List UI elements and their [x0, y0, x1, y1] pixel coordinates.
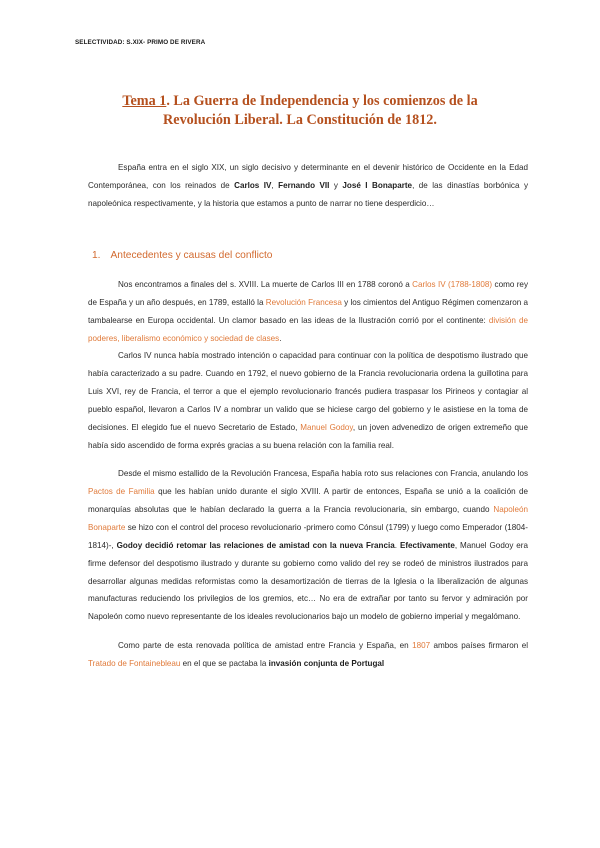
section-heading: [92, 250, 272, 261]
p1-text: .: [279, 333, 282, 343]
p3-text: .: [394, 540, 400, 550]
p2-text: Carlos IV nunca había mostrado intención o capacidad para continuar con la política de despotismo ilustrado que había caracterizado a su padre. Cuando en 1792, el nuevo gobierno de la Francia revolucionaria ordena la guillotina para Luis XVI, rey de Francia, el terror a que el ejemplo revolucionario francés pudiera traspasar los Pirineos y contagiar al pueblo español, llevaron a Carlos IV a nombrar un valido que se hiciese cargo del gobierno y le asistiese en la toma de decisiones. El elegido fue el nuevo Secretario de Estado,: [88, 351, 528, 432]
intro-text: , de las dinastías borbónica y napoleónica respectivamente, y la historia que estamos a punto de narrar no tiene desperdicio…: [88, 180, 529, 208]
p3-highlight-napoleon: Napoleón Bonaparte: [88, 505, 528, 532]
p4-text: Como parte de esta renovada política de amistad entre Francia y España, en: [118, 641, 413, 651]
p1-text: y los cimientos del Antiguo Régimen comenzaron a tambalearse en Europa occidental. Un clamor basado en las ideas de la Ilustración corrió por el continente:: [88, 297, 528, 325]
paragraph-1: [88, 276, 528, 347]
section-title: Antecedentes y causas del conflicto: [110, 250, 273, 261]
intro-paragraph: [88, 159, 528, 213]
p3-text: que les habían unido durante el siglo XVIII. A partir de entonces, España se unió a la coalición de monarquías absolutas que le habían declarado la guerra a la Francia revolucionaria, sin embargo, cuando: [88, 487, 529, 515]
intro-text: España entra en el siglo XIX, un siglo decisivo y determinante en el devenir histórico de Occidente en la Edad Contemporánea, con los reinados de: [88, 163, 528, 190]
p3-text: , Manuel Godoy era firme defensor del despotismo ilustrado y durante su gobierno como valido del rey se rodeó de ministros ilustrados para desarrollar algunas medidas reformistas como la desamortización de tierras de la Iglesia o la liberalización de algunas manufacturas reduciendo los privilegios de los gremios, etc… No era de extrañar por tanto su fervor y admiración por Napoleón como nuevo representante de los ideales revolucionarios bajo un modelo de gobierno imperial y megalómano.: [88, 540, 529, 622]
p1-text: Nos encontramos a finales del s. XVIII. La muerte de Carlos III en 1788 coronó a: [118, 280, 413, 289]
paragraph-4: [88, 637, 528, 673]
title-line-1: . La Guerra de Independencia y los comienzos de la: [166, 93, 478, 109]
paragraph-2: [88, 347, 528, 454]
p4-highlight-tratado: Tratado de Fontainebleau: [88, 658, 181, 668]
p1-highlight-ideas: división de poderes, liberalismo económico y sociedad de clases: [88, 315, 528, 343]
p3-text: se hizo con el control del proceso revolucionario -primero como Cónsul (1799) y luego como Emperador (1804-1814)-,: [88, 522, 528, 550]
title-tema-label: Tema 1: [122, 93, 167, 109]
document-title: [60, 92, 540, 130]
p3-text: Desde el mismo estallido de la Revolución Francesa, España había roto sus relaciones con Francia, anulando los: [118, 469, 528, 479]
p3-highlight-pactos: Pactos de Familia: [88, 487, 155, 497]
intro-bold-carlos: Carlos IV: [234, 180, 272, 190]
p1-highlight-revolucion: Revolución Francesa: [265, 297, 342, 307]
p4-bold-invasion: invasión conjunta de Portugal: [268, 658, 385, 668]
p4-text: en el que se pactaba la: [180, 658, 269, 668]
intro-text: ,: [271, 180, 279, 190]
p1-text: como rey de España y un año después, en 1789, estalló la: [88, 280, 528, 307]
intro-bold-jose: José I Bonaparte: [342, 180, 413, 190]
p3-bold-efectivamente: Efectivamente: [399, 540, 455, 550]
p2-highlight-godoy: Manuel Godoy: [300, 422, 353, 432]
intro-text: y: [329, 180, 343, 190]
p1-highlight-carlos: Carlos IV (1788-1808): [412, 280, 493, 289]
section-number: 1.: [92, 250, 101, 261]
p4-highlight-1807: 1807: [412, 641, 431, 651]
intro-bold-fernando: Fernando VII: [278, 180, 330, 190]
paragraph-3: [88, 465, 528, 626]
running-header: SELECTIVIDAD: S.XIX- PRIMO DE RIVERA: [75, 39, 206, 46]
p2-text: , un joven advenedizo de origen extremeño que había sido ascendido de forma exprés gracias a su buena relación con la familia real.: [88, 422, 528, 450]
p4-text: ambos países firmaron el: [430, 641, 529, 651]
p3-bold-godoy: Godoy decidió retomar las relaciones de amistad con la nueva Francia: [116, 540, 395, 550]
title-line-2: Revolución Liberal. La Constitución de 1812.: [163, 112, 437, 128]
section-body: [88, 276, 528, 673]
